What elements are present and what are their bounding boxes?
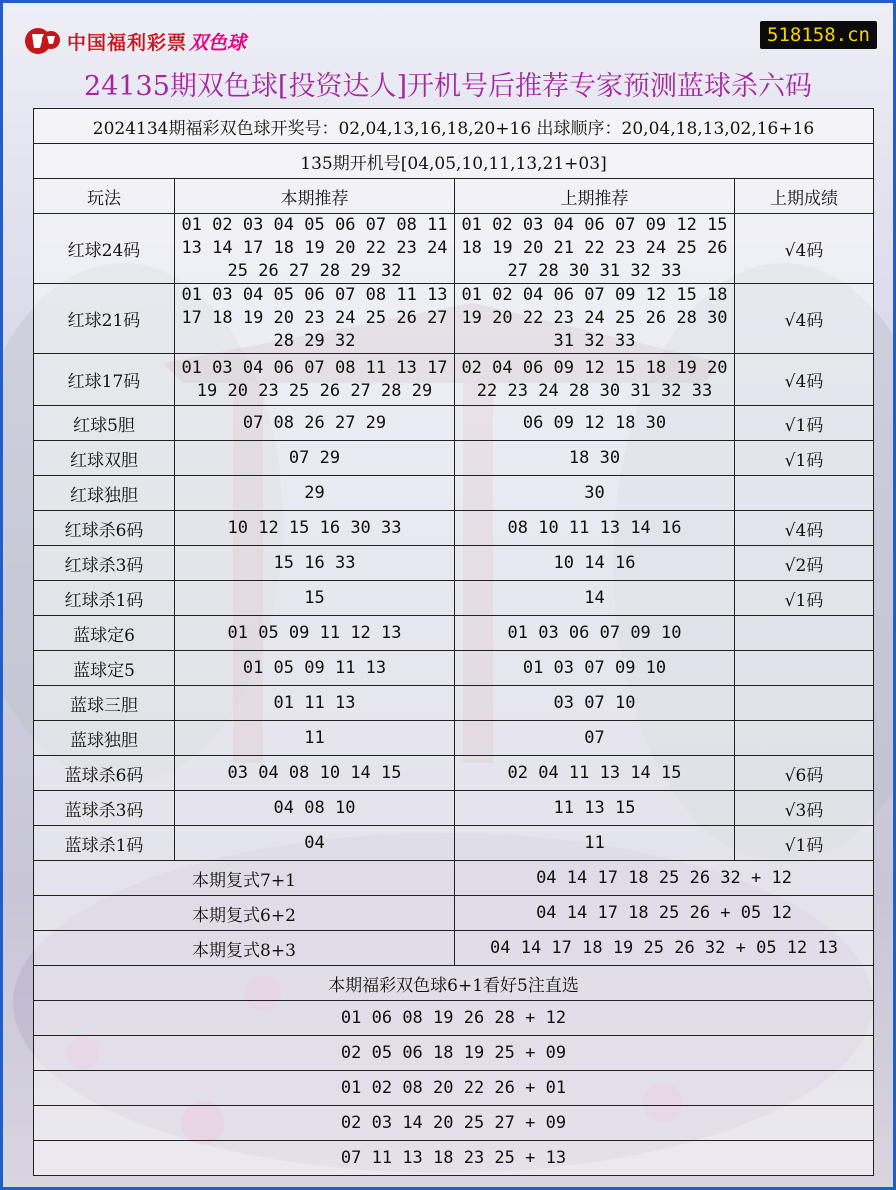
table-row: [34, 791, 874, 826]
column-header: 上期推荐: [455, 179, 735, 214]
number-line: 01 03 04 05 06 07 08 11 13: [181, 285, 448, 305]
welfare-lottery-logo-icon: [23, 26, 63, 56]
result-cell: √2码: [735, 546, 874, 581]
table-row: [34, 616, 874, 651]
pick-numbers: 02 03 14 20 25 27 + 09: [34, 1106, 874, 1141]
play-type-cell: 红球21码: [34, 284, 175, 354]
previous-recommend-cell: [455, 354, 735, 406]
previous-recommend-cell: 07: [455, 721, 735, 756]
play-type-cell: 蓝球三胆: [34, 686, 175, 721]
play-type-cell: 红球杀6码: [34, 511, 175, 546]
picks-title-row: [34, 966, 874, 1001]
column-header: 玩法: [34, 179, 175, 214]
number-line: 17 18 19 20 23 24 25 26 27: [181, 308, 448, 328]
pick-numbers: 02 05 06 18 19 25 + 09: [34, 1036, 874, 1071]
column-header: 本期推荐: [175, 179, 455, 214]
pick-row: [34, 1141, 874, 1176]
page-title: 24135期双色球[投资达人]开机号后推荐专家预测蓝球杀六码: [84, 71, 812, 102]
current-recommend-cell: 04: [175, 826, 455, 861]
play-type-cell: 蓝球独胆: [34, 721, 175, 756]
pick-numbers: 01 02 08 20 22 26 + 01: [34, 1071, 874, 1106]
play-type-cell: 蓝球定6: [34, 616, 175, 651]
number-line: 01 02 03 04 05 06 07 08 11: [181, 215, 448, 235]
current-recommend-cell: 07 08 26 27 29: [175, 406, 455, 441]
result-cell: √4码: [735, 511, 874, 546]
picks-title: 本期福彩双色球6+1看好5注直选: [34, 966, 874, 1001]
table-row: [34, 214, 874, 284]
number-line: 31 32 33: [553, 331, 636, 351]
play-type-cell: 红球杀3码: [34, 546, 175, 581]
previous-recommend-cell: 18 30: [455, 441, 735, 476]
column-header: 上期成绩: [735, 179, 874, 214]
previous-recommend-cell: 10 14 16: [455, 546, 735, 581]
number-line: 01 02 04 06 07 09 12 15 18: [461, 285, 728, 305]
result-cell: [735, 721, 874, 756]
current-recommend-cell: 11: [175, 721, 455, 756]
play-type-cell: 蓝球杀6码: [34, 756, 175, 791]
result-cell: [735, 651, 874, 686]
play-type-cell: 红球独胆: [34, 476, 175, 511]
number-line: 27 28 30 31 32 33: [507, 261, 682, 281]
current-recommend-cell: 10 12 15 16 30 33: [175, 511, 455, 546]
current-recommend-cell: 07 29: [175, 441, 455, 476]
previous-recommend-cell: 08 10 11 13 14 16: [455, 511, 735, 546]
play-type-cell: 红球杀1码: [34, 581, 175, 616]
number-line: 13 14 17 18 19 20 22 23 24: [181, 238, 448, 258]
play-type-cell: 红球24码: [34, 214, 175, 284]
number-line: 25 26 27 28 29 32: [227, 261, 402, 281]
result-cell: √4码: [735, 214, 874, 284]
compound-numbers-cell: 04 14 17 18 25 26 + 05 12: [455, 896, 874, 931]
number-line: 01 03 04 06 07 08 11 13 17: [181, 357, 448, 378]
current-recommend-cell: 15: [175, 581, 455, 616]
logo-text: 中国福利彩票: [67, 31, 188, 54]
table-row: [34, 721, 874, 756]
table-row: [34, 581, 874, 616]
result-cell: [735, 686, 874, 721]
table-header-row: [34, 179, 874, 214]
result-cell: √6码: [735, 756, 874, 791]
play-type-cell: 蓝球定5: [34, 651, 175, 686]
compound-numbers-cell: 04 14 17 18 25 26 32 + 12: [455, 861, 874, 896]
previous-recommend-cell: 30: [455, 476, 735, 511]
table-row: [34, 406, 874, 441]
previous-recommend-cell: [455, 214, 735, 284]
current-recommend-cell: [175, 284, 455, 354]
lottery-logo: [23, 26, 246, 56]
current-recommend-cell: [175, 214, 455, 284]
previous-recommend-cell: 14: [455, 581, 735, 616]
previous-recommend-cell: 02 04 11 13 14 15: [455, 756, 735, 791]
play-type-cell: 红球双胆: [34, 441, 175, 476]
current-recommend-cell: 01 11 13: [175, 686, 455, 721]
compound-label-cell: 本期复式8+3: [34, 931, 455, 966]
result-cell: √1码: [735, 581, 874, 616]
previous-recommend-cell: 06 09 12 18 30: [455, 406, 735, 441]
play-type-cell: 蓝球杀3码: [34, 791, 175, 826]
table-row: [34, 284, 874, 354]
pick-row: [34, 1036, 874, 1071]
site-badge[interactable]: 518158.cn: [760, 21, 877, 49]
current-recommend-cell: [175, 354, 455, 406]
previous-recommend-cell: 11: [455, 826, 735, 861]
result-cell: √1码: [735, 826, 874, 861]
compound-row: [34, 896, 874, 931]
previous-recommend-cell: [455, 284, 735, 354]
previous-recommend-cell: 01 03 07 09 10: [455, 651, 735, 686]
number-line: 19 20 23 25 26 27 28 29: [196, 380, 433, 401]
play-type-cell: 蓝球杀1码: [34, 826, 175, 861]
table-row: [34, 651, 874, 686]
result-cell: [735, 616, 874, 651]
pick-row: [34, 1106, 874, 1141]
table-row: [34, 354, 874, 406]
compound-numbers-cell: 04 14 17 18 19 25 26 32 + 05 12 13: [455, 931, 874, 966]
previous-recommend-cell: 11 13 15: [455, 791, 735, 826]
number-line: 22 23 24 28 30 31 32 33: [476, 380, 713, 401]
number-line: 19 20 22 23 24 25 26 28 30: [461, 308, 728, 328]
prediction-table: [33, 108, 874, 1176]
result-cell: √4码: [735, 354, 874, 406]
result-cell: √4码: [735, 284, 874, 354]
header: [3, 3, 893, 108]
machine-number-line: 135期开机号[04,05,10,11,13,21+03]: [34, 144, 874, 179]
table-row: [34, 686, 874, 721]
result-cell: [735, 476, 874, 511]
compound-row: [34, 931, 874, 966]
current-recommend-cell: 01 05 09 11 13: [175, 651, 455, 686]
table-row: [34, 511, 874, 546]
current-recommend-cell: 29: [175, 476, 455, 511]
result-cell: √3码: [735, 791, 874, 826]
number-line: 02 04 06 09 12 15 18 19 20: [461, 357, 728, 378]
draw-result-line: 2024134期福彩双色球开奖号：02,04,13,16,18,20+16 出球顺序：20,04,18,13,02,16+16: [34, 109, 874, 144]
result-cell: √1码: [735, 441, 874, 476]
compound-label-cell: 本期复式6+2: [34, 896, 455, 931]
pick-row: [34, 1001, 874, 1036]
table-row: [34, 441, 874, 476]
table-row: [34, 476, 874, 511]
previous-recommend-cell: 03 07 10: [455, 686, 735, 721]
table-row: [34, 546, 874, 581]
logo-text-ssq: 双色球: [189, 31, 247, 54]
pick-numbers: 07 11 13 18 23 25 + 13: [34, 1141, 874, 1176]
pick-row: [34, 1071, 874, 1106]
play-type-cell: 红球5胆: [34, 406, 175, 441]
current-recommend-cell: 03 04 08 10 14 15: [175, 756, 455, 791]
number-line: 01 02 03 04 06 07 09 12 15: [461, 215, 728, 235]
table-row: [34, 826, 874, 861]
result-cell: √1码: [735, 406, 874, 441]
table-row: [34, 756, 874, 791]
current-recommend-cell: 01 05 09 11 12 13: [175, 616, 455, 651]
number-line: 18 19 20 21 22 23 24 25 26: [461, 238, 728, 258]
play-type-cell: 红球17码: [34, 354, 175, 406]
number-line: 28 29 32: [273, 331, 356, 351]
compound-row: [34, 861, 874, 896]
current-recommend-cell: 04 08 10: [175, 791, 455, 826]
previous-recommend-cell: 01 03 06 07 09 10: [455, 616, 735, 651]
compound-label-cell: 本期复式7+1: [34, 861, 455, 896]
current-recommend-cell: 15 16 33: [175, 546, 455, 581]
pick-numbers: 01 06 08 19 26 28 + 12: [34, 1001, 874, 1036]
